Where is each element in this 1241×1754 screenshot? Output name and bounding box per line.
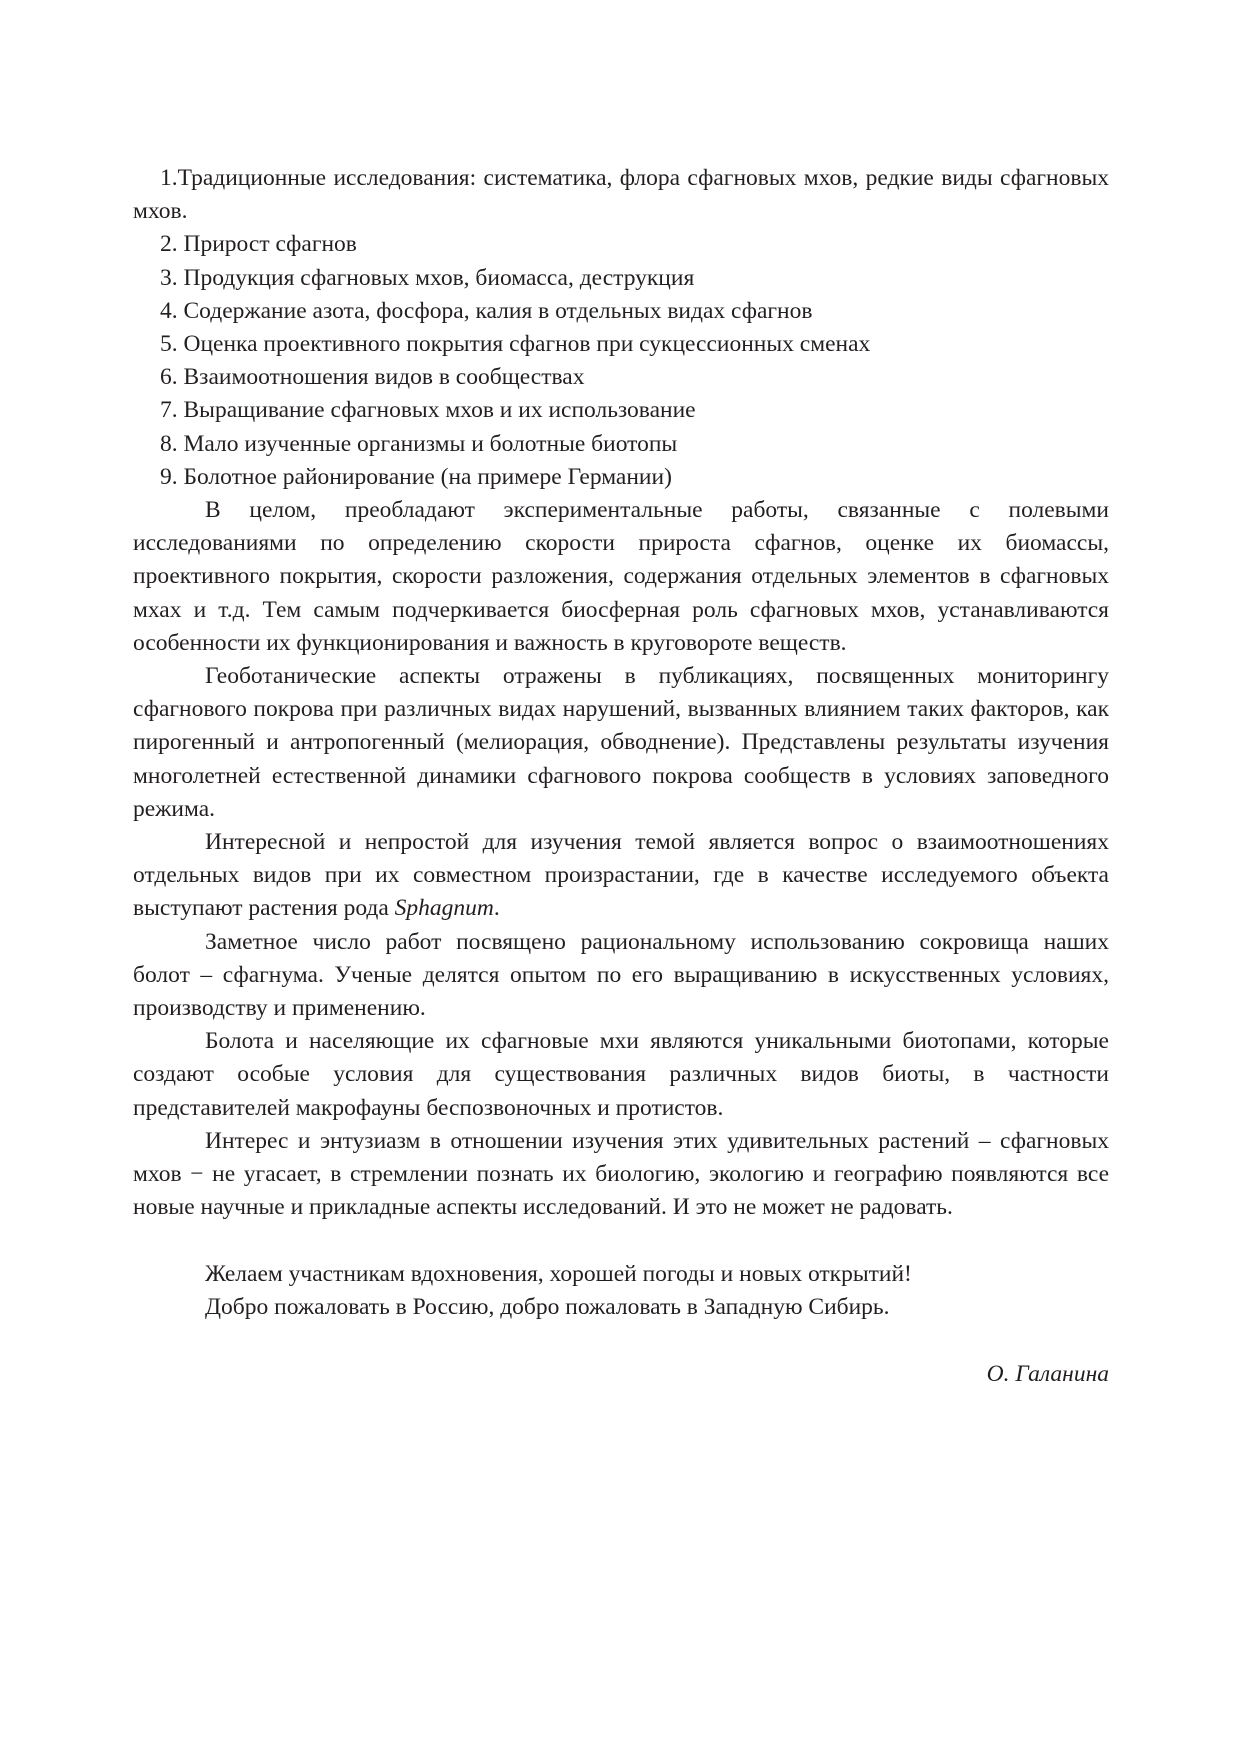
list-item: 3. Продукция сфагновых мхов, биомасса, деструкция — [160, 264, 695, 291]
paragraph-experimental-works: В целом, преобладают экспериментальные работы, связанные с полевыми исследованиями по определению скорости прироста сфагнов, оценке их биомассы, проективного покрытия, скорости разложения, содержания отдельных элементов в сфагновых мхах и т.д. Тем самым подчеркивается биосферная роль сфагновых мхов, устанавливаются особенности их функционирования и важность в круговороте веществ. — [133, 497, 1109, 656]
paragraph-geobotanical-aspects: Геоботанические аспекты отражены в публикациях, посвященных мониторингу сфагнового покрова при различных видах нарушений, вызванных влиянием таких факторов, как пирогенный и антропогенный (мелиорация, обводнение). Представлены результаты изучения многолетней естественной динамики сфагнового покрова сообществ в условиях заповедного режима. — [133, 663, 1109, 822]
genus-name: Sphagnum — [394, 895, 494, 922]
spacer — [133, 1324, 1109, 1358]
list-item: 4. Содержание азота, фосфора, калия в отдельных видах сфагнов — [160, 297, 813, 324]
list-item: 5. Оценка проективного покрытия сфагнов при сукцессионных сменах — [160, 331, 871, 358]
closing-wish: Желаем участникам вдохновения, хорошей погоды и новых открытий! — [205, 1260, 912, 1287]
list-item: 1.Традиционные исследования: систематика, флора сфагновых мхов, редкие виды сфагновых мхов. — [133, 165, 1109, 225]
paragraph-text: Интересной и непростой для изучения темой является вопрос о взаимоотношениях отдельных видов при их совместном произрастании, где в качестве исследуемого объекта выступают растения рода — [133, 829, 1109, 922]
list-item: 9. Болотное районирование (на примере Германии) — [160, 463, 672, 490]
list-item: 2. Прирост сфагнов — [160, 231, 357, 258]
paragraph-species-relations — [133, 826, 1109, 926]
paragraph-interest: Интерес и энтузиазм в отношении изучения этих удивительных растений – сфагновых мхов − не угасает, в стремлении познать их биологию, экологию и географию появляются все новые научные и прикладные аспекты исследований. И это не может не радовать. — [133, 1127, 1109, 1221]
paragraph-biotopes: Болота и населяющие их сфагновые мхи являются уникальными биотопами, которые создают особые условия для существования различных видов биоты, в частности представителей макрофауны беспозвоночных и протистов. — [133, 1028, 1109, 1121]
list-item: 8. Мало изученные организмы и болотные биотопы — [160, 430, 678, 457]
topic-list — [133, 162, 1109, 494]
list-item: 7. Выращивание сфагновых мхов и их использование — [160, 397, 696, 424]
author-signature: О. Галанина — [986, 1360, 1109, 1387]
paragraph-text: . — [493, 895, 500, 922]
document-page — [133, 162, 1109, 1391]
paragraph-rational-use: Заметное число работ посвящено рациональному использованию сокровища наших болот – сфагнума. Ученые делятся опытом по его выращиванию в искусственных условиях, производству и применению. — [133, 928, 1109, 1022]
closing-welcome: Добро пожаловать в Россию, добро пожаловать в Западную Сибирь. — [205, 1293, 890, 1320]
list-item: 6. Взаимоотношения видов в сообществах — [160, 364, 585, 391]
spacer — [133, 1225, 1109, 1258]
